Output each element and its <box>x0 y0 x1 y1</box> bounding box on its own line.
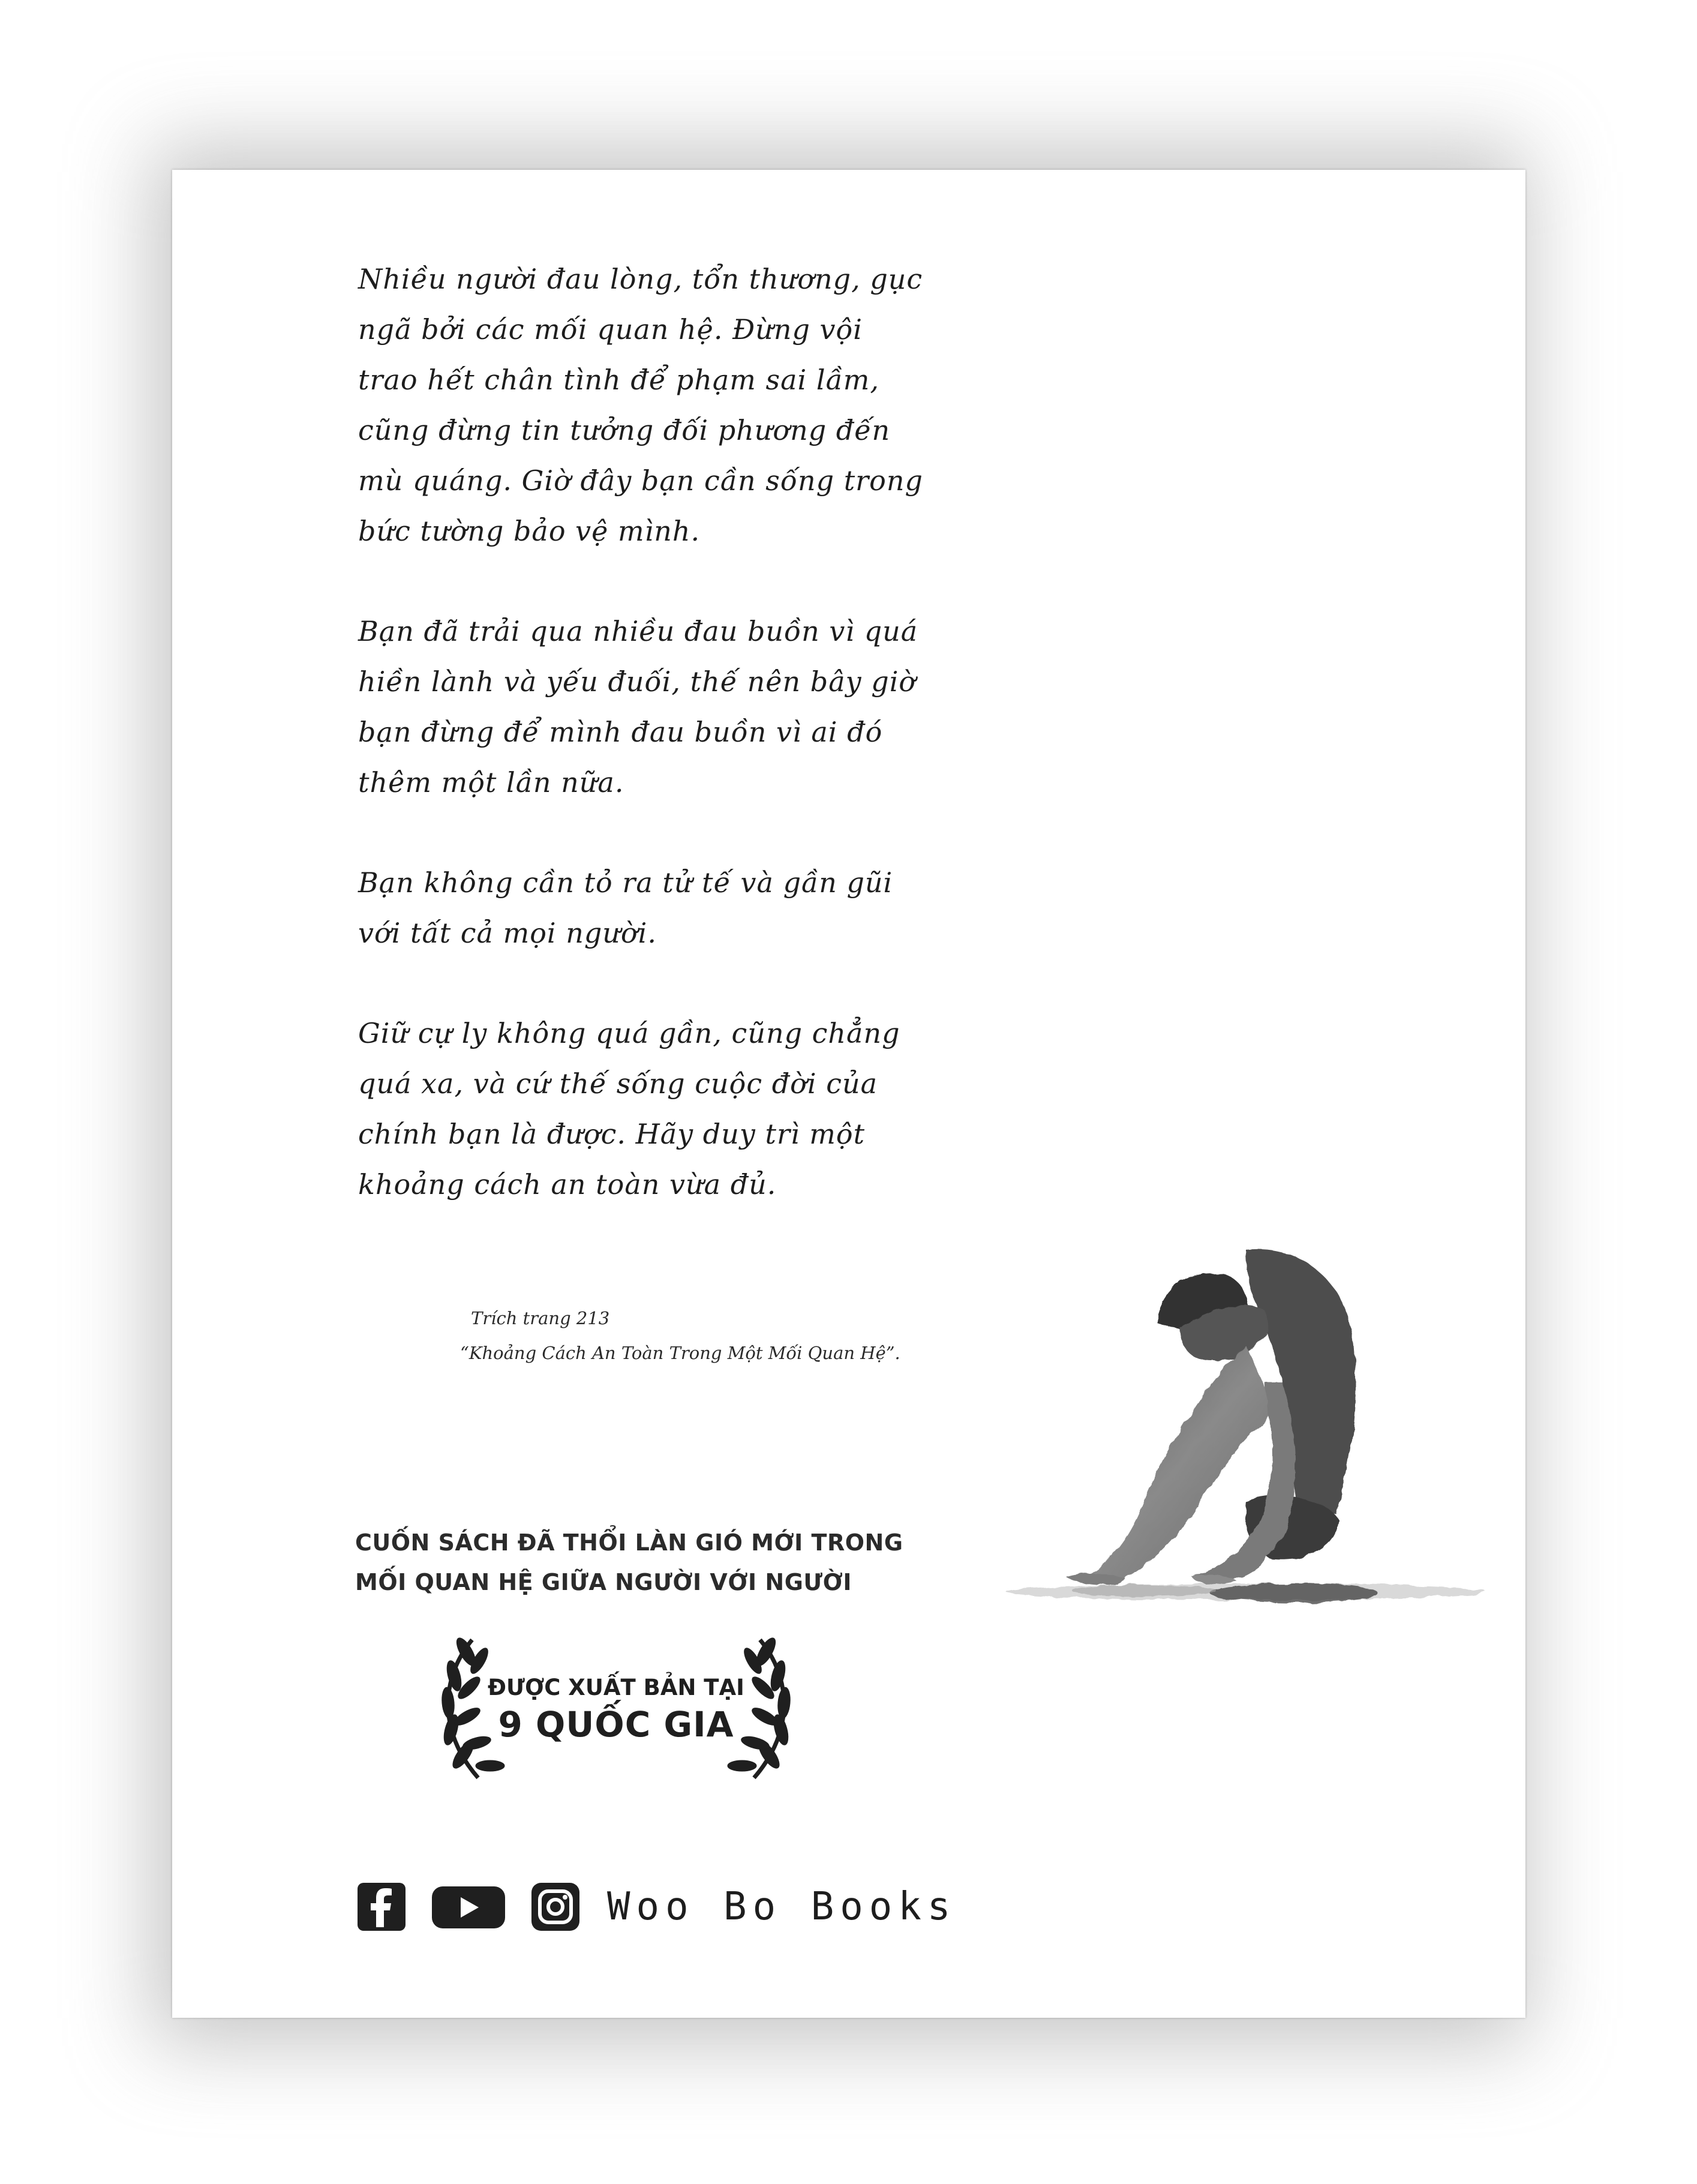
source-page-ref: Trích trang 213 <box>471 1308 610 1328</box>
quote-source <box>460 1301 900 1370</box>
excerpt-paragraph-3 <box>358 857 1078 958</box>
award-text <box>430 1628 802 1746</box>
excerpt-line: trao hết chân tình để phạm sai lầm, <box>358 364 879 396</box>
excerpt-text <box>358 254 1078 1259</box>
excerpt-line: Bạn đã trải qua nhiều đau buồn vì quá <box>358 615 918 647</box>
book-back-cover <box>172 170 1525 2018</box>
excerpt-line: Nhiều người đau lòng, tổn thương, gục <box>358 263 923 295</box>
award-badge <box>430 1628 802 1796</box>
excerpt-line: ngã bởi các mối quan hệ. Đừng vội <box>358 313 863 346</box>
tagline-line-1: CUỐN SÁCH ĐÃ THỔI LÀN GIÓ MỚI TRONG <box>355 1529 903 1556</box>
excerpt-line: thêm một lần nữa. <box>358 766 624 799</box>
youtube-icon[interactable] <box>429 1880 507 1933</box>
source-chapter-title: “Khoảng Cách An Toàn Trong Một Mối Quan Hệ”. <box>460 1343 900 1363</box>
instagram-icon[interactable] <box>529 1880 582 1933</box>
excerpt-line: chính bạn là được. Hãy duy trì một <box>358 1118 866 1150</box>
excerpt-paragraph-1 <box>358 254 1078 556</box>
excerpt-line: bức tường bảo vệ mình. <box>358 515 701 547</box>
award-line-2: 9 QUỐC GIA <box>498 1704 734 1745</box>
excerpt-line: cũng đừng tin tưởng đối phương đến <box>358 414 891 446</box>
award-line-1: ĐƯỢC XUẤT BẢN TẠI <box>488 1675 744 1700</box>
excerpt-line: bạn đừng để mình đau buồn vì ai đó <box>358 716 883 748</box>
facebook-icon[interactable] <box>355 1880 408 1933</box>
tagline <box>355 1523 903 1602</box>
publisher-name: Woo Bo Books <box>607 1885 957 1929</box>
excerpt-line: với tất cả mọi người. <box>358 917 657 949</box>
tagline-line-2: MỐI QUAN HỆ GIỮA NGƯỜI VỚI NGƯỜI <box>355 1569 852 1595</box>
excerpt-paragraph-2 <box>358 606 1078 808</box>
excerpt-line: khoảng cách an toàn vừa đủ. <box>358 1168 777 1201</box>
excerpt-line: Bạn không cần tỏ ra tử tế và gần gũi <box>358 866 893 899</box>
excerpt-line: quá xa, và cứ thế sống cuộc đời của <box>358 1067 878 1100</box>
sitting-person-illustration <box>964 1130 1492 1622</box>
excerpt-line: hiền lành và yếu đuối, thế nên bây giờ <box>358 665 917 698</box>
excerpt-line: Giữ cự ly không quá gần, cũng chẳng <box>358 1017 900 1049</box>
excerpt-line: mù quáng. Giờ đây bạn cần sống trong <box>358 464 923 497</box>
social-links <box>355 1877 956 1937</box>
